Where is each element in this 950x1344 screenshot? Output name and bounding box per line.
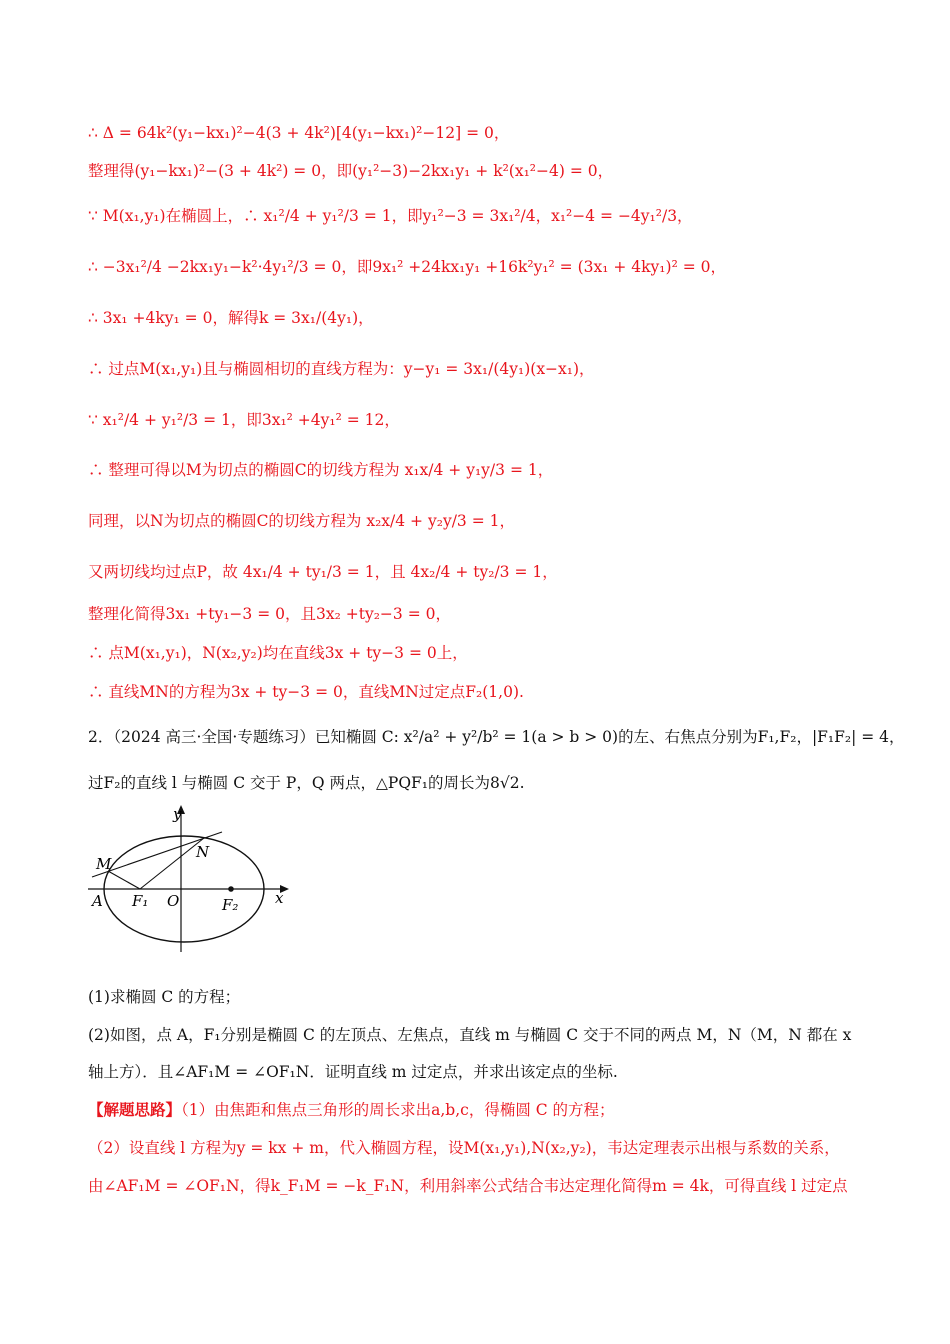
question-1: (1)求椭圆 C 的方程； xyxy=(88,988,241,1006)
point-a-label: A xyxy=(92,892,103,910)
solution-line: 整理化简得3x₁ +ty₁−3 = 0，且3x₂ +ty₂−3 = 0， xyxy=(88,605,451,623)
ellipse-figure xyxy=(86,802,296,962)
segment-f1-m xyxy=(108,871,140,889)
f2-point xyxy=(228,886,234,892)
solution-line: 整理得(y₁−kx₁)²−(3 + 4k²) = 0，即(y₁²−3)−2kx₁y₁ + k²(x₁²−4) = 0， xyxy=(88,162,614,180)
hint-line-1 xyxy=(88,1099,890,1121)
point-f1-label: F₁ xyxy=(132,892,149,910)
solution-line: ∴ 直线MN的方程为3x + ty−3 = 0，直线MN过定点F₂(1,0). xyxy=(88,683,524,701)
solution-line: ∵ M(x₁,y₁)在椭圆上，∴ x₁²/4 + y₁²/3 = 1，即y₁²−3 = 3x₁²/4，x₁²−4 = −4y₁²/3， xyxy=(88,207,693,225)
solution-line: ∴ 点M(x₁,y₁)，N(x₂,y₂)均在直线3x + ty−3 = 0上， xyxy=(88,644,468,662)
solution-line: ∴ Δ = 64k²(y₁−kx₁)²−4(3 + 4k²)[4(y₁−kx₁)²−12] = 0， xyxy=(88,124,510,142)
x-axis-label: x xyxy=(275,889,284,907)
hint-line-2: （2）设直线 l 方程为y = kx + m，代入椭圆方程，设M(x₁,y₁),N(x₂,y₂)，韦达定理表示出根与系数的关系， xyxy=(88,1139,840,1157)
solution-line: ∴ −3x₁²/4 −2kx₁y₁−k²·4y₁²/3 = 0，即9x₁² +24kx₁y₁ +16k²y₁² = (3x₁ + 4ky₁)² = 0， xyxy=(88,258,726,276)
origin-label: O xyxy=(167,892,180,910)
point-m-label: M xyxy=(96,855,112,873)
question-2-line-1: (2)如图，点 A，F₁分别是椭圆 C 的左顶点、左焦点，直线 m 与椭圆 C 交于不同的两点 M，N（M，N 都在 x xyxy=(88,1026,852,1044)
point-f2-label: F₂ xyxy=(222,896,239,914)
solution-line: ∴ 过点M(x₁,y₁)且与椭圆相切的直线方程为：y−y₁ = 3x₁/(4y₁)(x−x₁)， xyxy=(88,360,595,378)
question-2-line-2: 轴上方）．且∠AF₁M = ∠OF₁N．证明直线 m 过定点，并求出该定点的坐标. xyxy=(88,1063,618,1081)
solution-line: 又两切线均过点P，故 4x₁/4 + ty₁/3 = 1，且 4x₂/4 + ty₂/3 = 1， xyxy=(88,563,558,581)
solution-line: ∴ 3x₁ +4ky₁ = 0，解得k = 3x₁/(4y₁)， xyxy=(88,309,374,327)
problem-statement-line-1: 2．（2024 高三·全国·专题练习）已知椭圆 C: x²/a² + y²/b² = 1(a > b > 0)的左、右焦点分别为F₁,F₂，|F₁F₂| = 4， xyxy=(88,728,905,746)
segment-f1-n xyxy=(140,838,204,889)
point-n-label: N xyxy=(196,843,210,861)
hint-text: （1）由焦距和焦点三角形的周长求出a,b,c，得椭圆 C 的方程； xyxy=(181,1101,615,1119)
ellipse-diagram xyxy=(86,802,296,962)
hint-line-3: 由∠AF₁M = ∠OF₁N，得k_F₁M = −k_F₁N，利用斜率公式结合韦达定理化简得m = 4k，可得直线 l 过定点 xyxy=(88,1177,848,1195)
solution-line: ∵ x₁²/4 + y₁²/3 = 1，即3x₁² +4y₁² = 12， xyxy=(88,411,400,429)
solution-line: 同理，以N为切点的椭圆C的切线方程为 x₂x/4 + y₂y/3 = 1， xyxy=(88,512,515,530)
hint-tag: 【解题思路】 xyxy=(88,1100,182,1119)
problem-statement-line-2: 过F₂的直线 l 与椭圆 C 交于 P，Q 两点，△PQF₁的周长为8√2. xyxy=(88,774,525,792)
y-axis-label: y xyxy=(173,805,182,823)
solution-line: ∴ 整理可得以M为切点的椭圆C的切线方程为 x₁x/4 + y₁y/3 = 1， xyxy=(88,461,554,479)
